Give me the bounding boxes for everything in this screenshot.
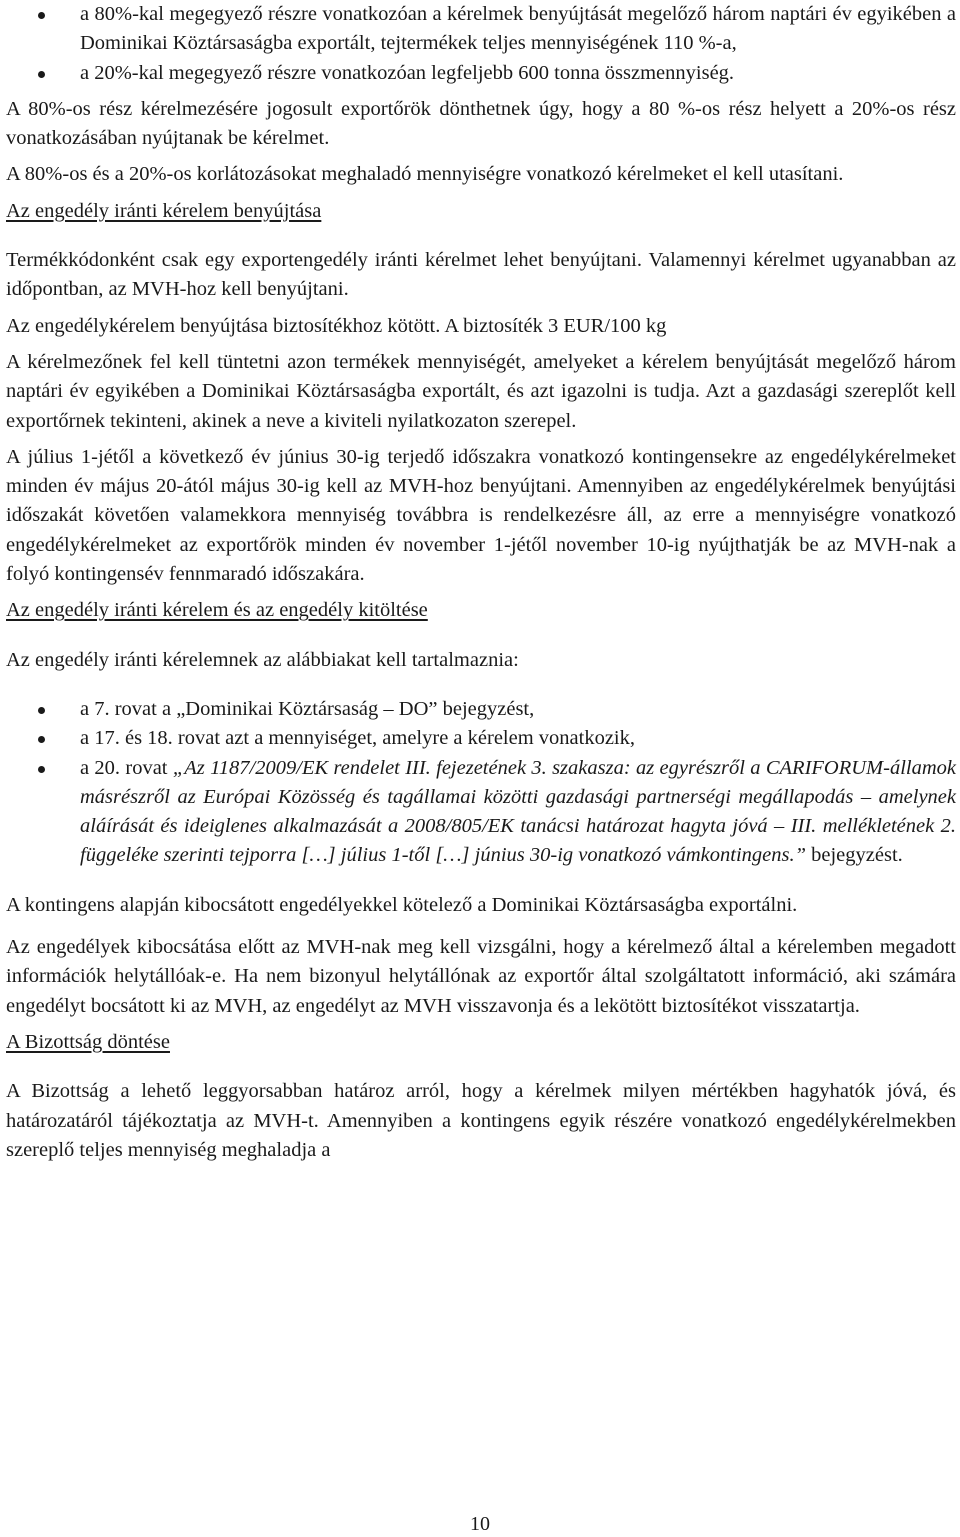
list-item [6,695,956,724]
bullet-icon [38,707,45,714]
paragraph: Termékkódonként csak egy exportengedély iránti kérelmet lehet benyújtani. Valamennyi kérelmet ugyanabban az időpontban, az MVH-hoz kell benyújtani. [6,249,956,301]
bullet-icon [38,736,45,743]
section-heading: A Bizottság döntése [6,1030,170,1053]
list-item [6,754,956,871]
page-number: 10 [470,1513,490,1535]
section-heading: Az engedély iránti kérelem benyújtása [6,199,322,222]
paragraph: A Bizottság a lehető leggyorsabban határoz arról, hogy a kérelmek milyen mértékben hagyhatók jóvá, és határozatáról tájékoztatja az MVH-t. Amennyiben a kontingens egyik részére vonatkozó engedélykérelmekben szereplő teljes mennyiség meghaladja a [6,1080,956,1161]
list-item-text: a 20. rovat [80,756,173,779]
list-item-text: a 17. és 18. rovat azt a mennyiséget, amelyre a kérelem vonatkozik, [80,727,635,750]
paragraph: A kérelmezőnek fel kell tüntetni azon termékek mennyiségét, amelyeket a kérelem benyújtását megelőző három naptári év egyikében a Dominikai Köztársaságba exportált, és azt igazolni is tudja. Azt a gazdasági szereplőt kell exportőrnek tekinteni, akinek a neve a kiviteli nyilatkozaton szerepel. [6,350,956,432]
list-item-text: a 20%-kal megegyező részre vonatkozóan legfeljebb 600 tonna összmennyiség. [80,61,735,84]
quoted-entry-text: „Az 1187/2009/EK rendelet III. fejezetének 3. szakasza: az egyrészről a CARIFORUM-államok másrészről az Európai Közösség és tagállamai közötti gazdasági partnerségi megállapodás – amelynek aláírását és ideiglenes alkalmazását a 2008/805/EK tanácsi határozat hagyta jóvá – III. mellékletének 2. függeléke szerinti tejporra […] július 1-től […] június 30-ig vonatkozó vámkontingens.” [80,756,956,867]
list-item-text: bejegyzést. [806,844,903,867]
list-item [6,724,956,753]
paragraph: Az engedély iránti kérelemnek az alábbiakat kell tartalmaznia: [6,648,519,671]
bullet-list-top [6,0,956,88]
bullet-icon [38,12,45,19]
bullet-list-requirements [6,695,956,871]
bullet-icon [38,71,45,78]
paragraph: Az engedélykérelem benyújtása biztosítékhoz kötött. A biztosíték 3 EUR/100 kg [6,314,667,337]
bullet-icon [38,766,45,773]
paragraph: Az engedélyek kibocsátása előtt az MVH-nak meg kell vizsgálni, hogy a kérelmező által a kérelemben megadott információk helytállóak-e. Ha nem bizonyul helytállónak az exportőr által szolgáltatott információ, aki számára engedélyt bocsátott ki az MVH, az engedélyt az MVH visszavonja és a lekötött biztosítékot visszatartja. [6,936,956,1017]
list-item-text: a 7. rovat a „Dominikai Köztársaság – DO” bejegyzést, [80,697,535,720]
list-item-text: a 80%-kal megegyező részre vonatkozóan a kérelmek benyújtását megelőző három naptári év egyikében a Dominikai Köztársaságba exportált, tejtermékek teljes mennyiségének 110 %-a, [80,3,956,55]
paragraph: A 80%-os és a 20%-os korlátozásokat meghaladó mennyiségre vonatkozó kérelmeket el kell utasítani. [6,163,844,186]
list-item [6,0,956,59]
document-page [6,0,956,1165]
section-heading: Az engedély iránti kérelem és az engedély kitöltése [6,599,428,622]
paragraph: A július 1-jétől a következő év június 30-ig terjedő időszakra vonatkozó kontingensekre az engedélykérelmeket minden év május 20-ától május 30-ig kell az MVH-hoz benyújtani. Amennyiben az engedélykérelmek benyújtási időszakát követően valamekkora mennyiség továbbra is rendelkezésre áll, az erre a mennyiségre vonatkozó engedélykérelmeket az exportőrök minden év november 1-jétől november 10-ig nyújthatják be az MVH-nak a folyó kontingensév fennmaradó időszakára. [6,445,956,586]
paragraph: A kontingens alapján kibocsátott engedélyekkel kötelező a Dominikai Köztársaságba exportálni. [6,893,798,916]
list-item [6,59,956,88]
paragraph: A 80%-os rész kérelmezésére jogosult exportőrök dönthetnek úgy, hogy a 80 %-os rész helyett a 20%-os rész vonatkozásában nyújtanak be kérelmet. [6,97,956,150]
